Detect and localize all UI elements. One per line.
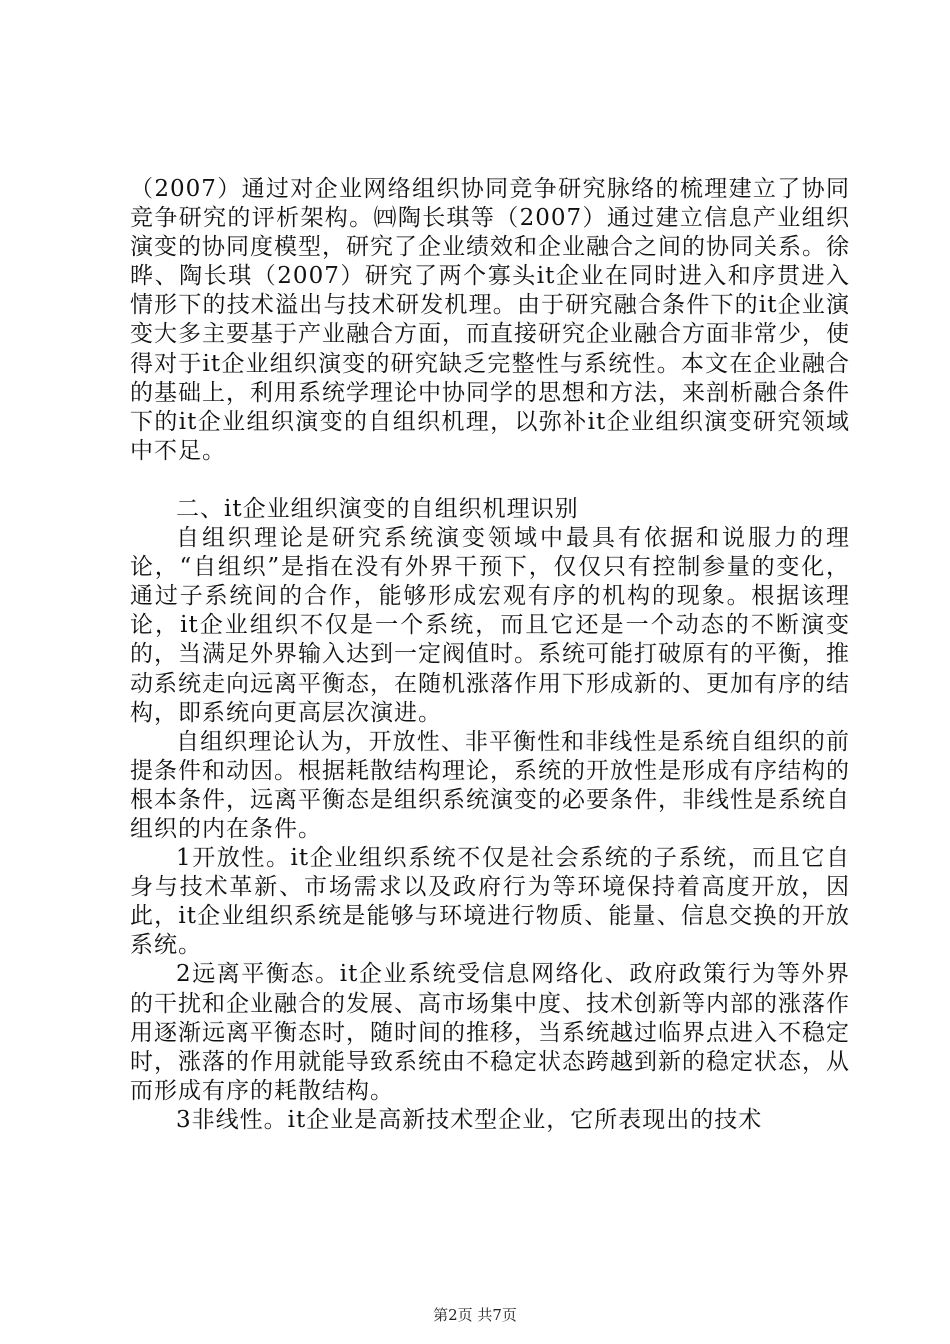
paragraph-1: （2007）通过对企业网络组织协同竞争研究脉络的梳理建立了协同竞争研究的评析架构。㈣陶长琪等（2007）通过建立信息产业组织演变的协同度模型，研究了企业绩效和企业融合之间的协同关系。徐晔、陶长琪（2007）研究了两个寡头it企业在同时进入和序贯进入情形下的技术溢出与技术研发机理。由于研究融合条件下的it企业演变大多主要基于产业融合方面，而直接研究企业融合方面非常少，使得对于it企业组织演变的研究缺乏完整性与系统性。本文在企业融合的基础上，利用系统学理论中协同学的思想和方法，来剖析融合条件下的it企业组织演变的自组织机理，以弥补it企业组织演变研究领域中不足。 [130, 176, 850, 464]
page-number-footer: 第2页 共7页 [433, 1306, 517, 1324]
paragraph-6: 3非线性。it企业是高新技术型企业，它所表现出的技术 [176, 1106, 763, 1133]
document-body [130, 175, 850, 1135]
paragraph-3: 自组织理论认为，开放性、非平衡性和非线性是系统自组织的前提条件和动因。根据耗散结构理论，系统的开放性是形成有序结构的根本条件，远离平衡态是组织系统演变的必要条件，非线性是系统自组织的内在条件。 [130, 728, 850, 842]
paragraph-5: 2远离平衡态。it企业系统受信息网络化、政府政策行为等外界的干扰和企业融合的发展、高市场集中度、技术创新等内部的涨落作用逐渐远离平衡态时，随时间的推移，当系统越过临界点进入不稳定时，涨落的作用就能导致系统由不稳定状态跨越到新的稳定状态，从而形成有序的耗散结构。 [130, 961, 850, 1104]
paragraph-4: 1开放性。it企业组织系统不仅是社会系统的子系统，而且它自身与技术革新、市场需求以及政府行为等环境保持着高度开放，因此，it企业组织系统是能够与环境进行物质、能量、信息交换的开放系统。 [130, 845, 850, 959]
paragraph-2: 自组织理论是研究系统演变领域中最具有依据和说服力的理论，“自组织”是指在没有外界干预下，仅仅只有控制参量的变化，通过子系统间的合作，能够形成宏观有序的机构的现象。根据该理论，it企业组织不仅是一个系统，而且它还是一个动态的不断演变的，当满足外界输入达到一定阀值时。系统可能打破原有的平衡，推动系统走向远离平衡态，在随机涨落作用下形成新的、更加有序的结构，即系统向更高层次演进。 [130, 525, 850, 726]
section-heading: 二、it企业组织演变的自组织机理识别 [176, 495, 579, 522]
